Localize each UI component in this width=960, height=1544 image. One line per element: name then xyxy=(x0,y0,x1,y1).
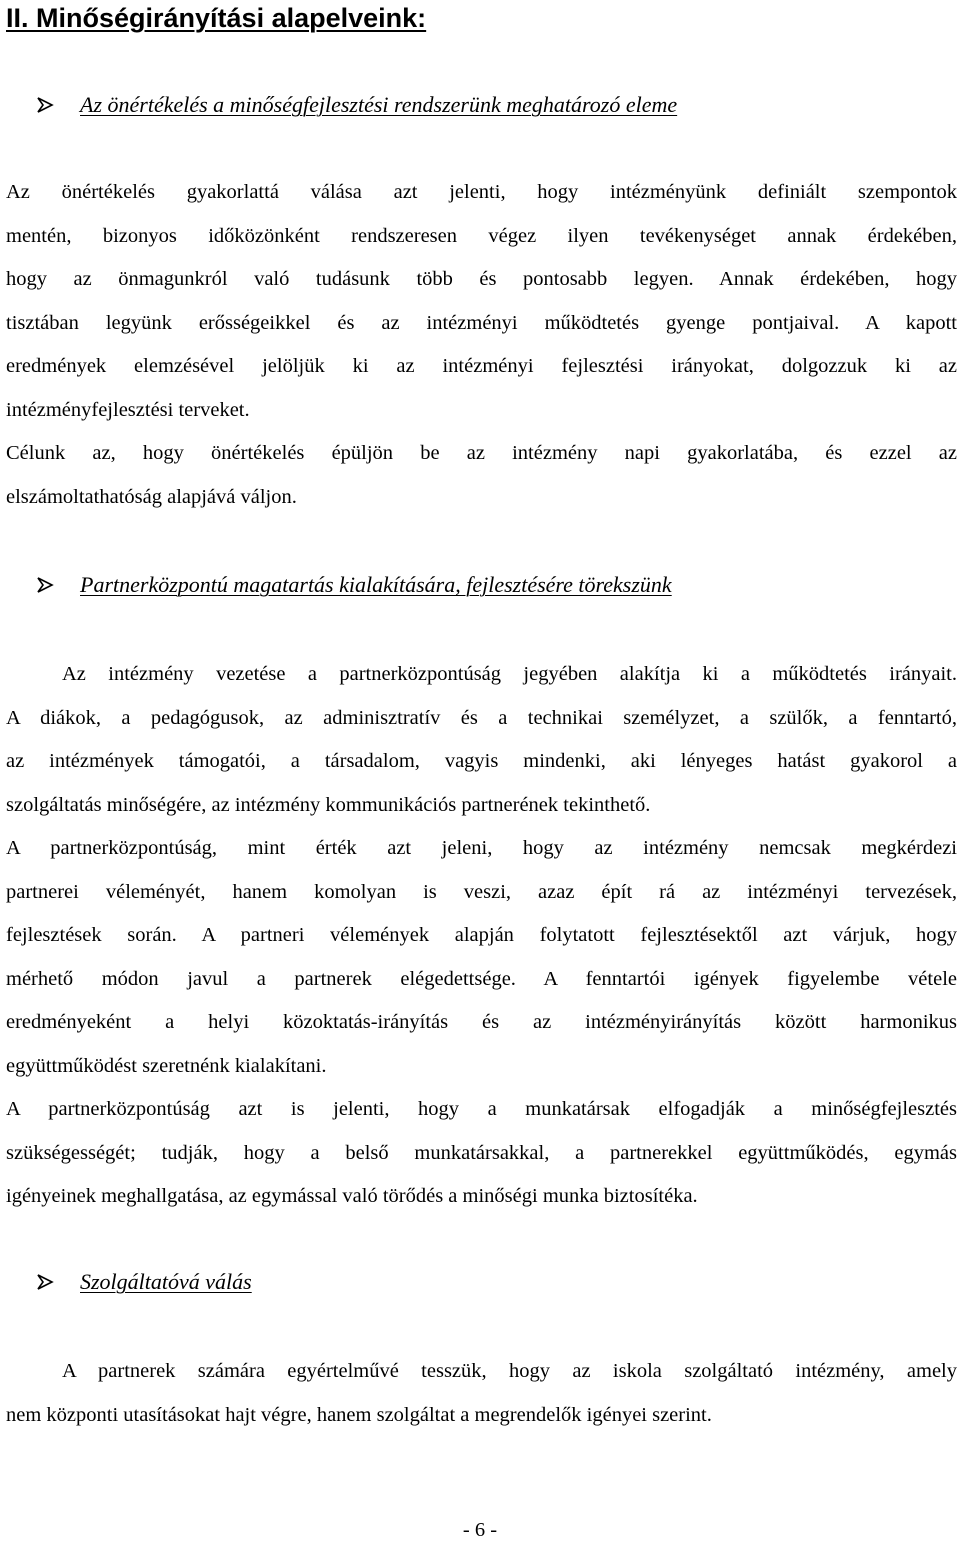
paragraph xyxy=(6,1088,957,1219)
text-line: A diákok, a pedagógusok, az adminisztratív és a technikai személyzet, a szülők, a fenntartó, xyxy=(6,706,957,729)
arrowhead-bullet-icon xyxy=(36,576,80,594)
text-line: A partnerközpontúság, mint érték azt jeleni, hogy az intézmény nemcsak megkérdezi xyxy=(6,837,957,859)
bullet-item-partner-focus xyxy=(36,567,950,603)
text-line: eredmények elemzésével jelöljük ki az intézményi fejlesztési irányokat, dolgozzuk ki az xyxy=(6,355,957,377)
text-line: tisztában legyünk erősségeikkel és az intézményi működtetés gyenge pontjaival. A kapott xyxy=(6,311,957,334)
text-line: nem központi utasításokat hajt végre, hanem szolgáltat a megrendelők igényei szerint. xyxy=(6,1403,712,1426)
arrowhead-bullet-icon xyxy=(36,1273,80,1291)
text-line: az intézmények támogatói, a társadalom, vagyis mindenki, aki lényeges hatást gyakorol a xyxy=(6,750,957,772)
text-line: elszámoltathatóság alapjává váljon. xyxy=(6,485,297,508)
text-line: Az intézmény vezetése a partnerközpontúság jegyében alakítja ki a működtetés irányait. xyxy=(62,663,957,685)
bullet-label: Partnerközpontú magatartás kialakítására, fejlesztésére törekszünk xyxy=(80,572,672,597)
text-line: partnerei véleményét, hanem komolyan is veszi, azaz épít rá az intézményi tervezések, xyxy=(6,880,957,903)
text-line: szolgáltatás minőségére, az intézmény kommunikációs partnerének tekinthető. xyxy=(6,793,651,816)
text-line: A partnerközpontúság azt is jelenti, hogy a munkatársak elfogadják a minőségfejlesztés xyxy=(6,1098,957,1120)
section-heading: II. Minőségirányítási alapelveink: xyxy=(6,3,427,33)
paragraph xyxy=(6,653,957,827)
text-line: mentén, bizonyos időközönként rendszeresen végez ilyen tevékenységet annak érdekében, xyxy=(6,224,957,247)
paragraph xyxy=(6,171,957,432)
paragraph xyxy=(6,432,957,519)
text-line: eredményeként a helyi közoktatás-irányítás és az intézményirányítás között harmonikus xyxy=(6,1011,957,1033)
bullet-item-self-evaluation xyxy=(36,87,950,123)
text-line: mérhető módon javul a partnerek elégedettsége. A fenntartói igények figyelembe vétele xyxy=(6,967,957,990)
text-line: A partnerek számára egyértelművé tesszük, hogy az iskola szolgáltató intézmény, amely xyxy=(62,1360,957,1382)
text-line: igényeinek meghallgatása, az egymással való törődés a minőségi munka biztosítéka. xyxy=(6,1185,698,1207)
text-line: Célunk az, hogy önértékelés épüljön be az intézmény napi gyakorlatába, és ezzel az xyxy=(6,442,957,464)
text-line: szükségességét; tudják, hogy a belső munkatársakkal, a partnerekkel együttműködés, egymás xyxy=(6,1141,957,1164)
text-line: intézményfejlesztési terveket. xyxy=(6,398,250,421)
page-number: - 6 - xyxy=(462,1519,498,1541)
text-line: fejlesztések során. A partneri vélemények alapján folytatott fejlesztésektől azt várjuk, hogy xyxy=(6,924,957,946)
text-line: Az önértékelés gyakorlattá válása azt jelenti, hogy intézményünk definiált szempontok xyxy=(6,181,957,203)
text-line: hogy az önmagunkról való tudásunk több és pontosabb legyen. Annak érdekében, hogy xyxy=(6,268,957,290)
paragraph xyxy=(6,827,957,1088)
arrowhead-bullet-icon xyxy=(36,96,80,114)
bullet-label: Az önértékelés a minőségfejlesztési rendszerünk meghatározó eleme xyxy=(80,92,678,117)
paragraph xyxy=(6,1350,957,1437)
text-line: együttműködést szeretnénk kialakítani. xyxy=(6,1054,327,1077)
bullet-item-service-provider xyxy=(36,1264,950,1300)
bullet-label: Szolgáltatóvá válás xyxy=(80,1269,252,1294)
